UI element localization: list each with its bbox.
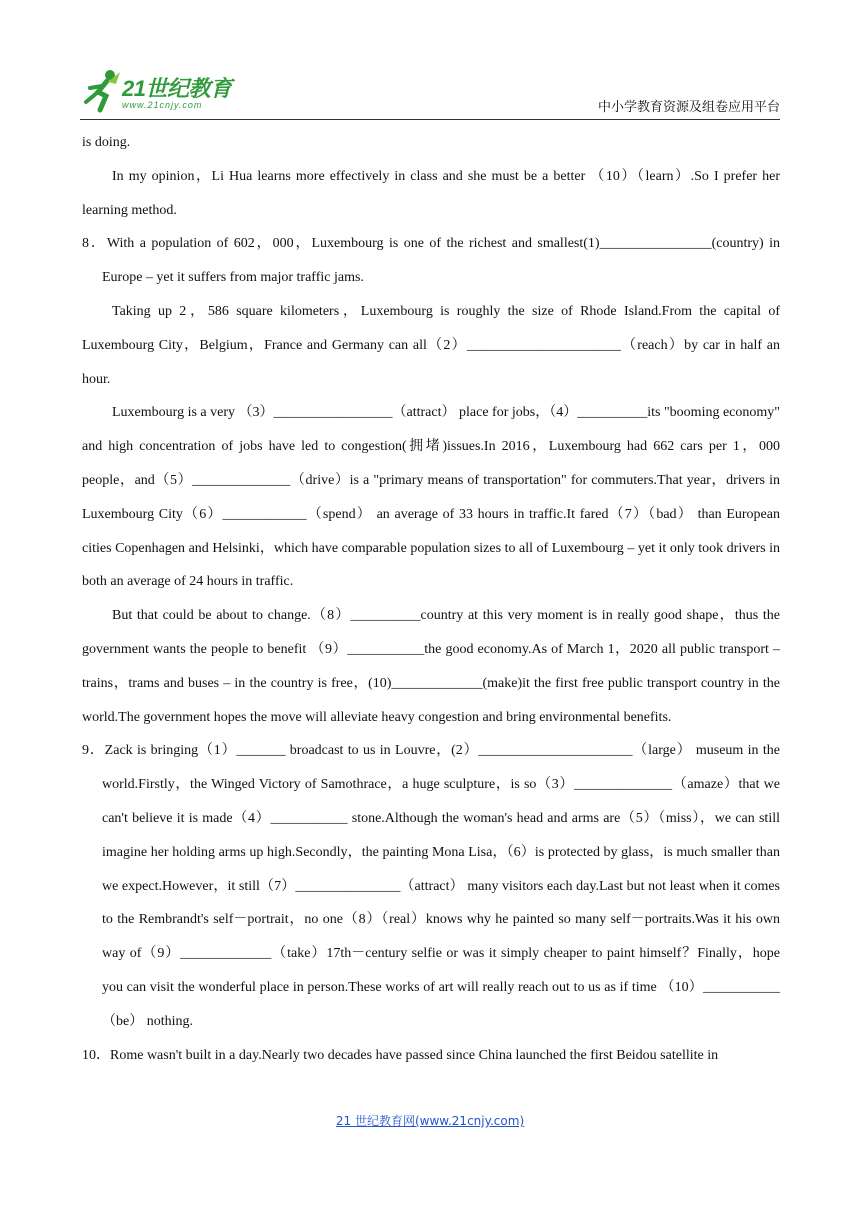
paragraph: is doing.	[82, 135, 131, 150]
question-9: 9．Zack is bringing（1）_______ broadcast to us in Louvre，(2）______________________（large） museum in the world.Firstly，the Winged Victory of Samothrace，a huge sculpture，is so（3）______________（amaze）that we can't believe it is made（4）___________ stone.Although the woman's head and arms are（5）（miss），we can still imagine her holding arms up high.Secondly，the painting Mona Lisa，（6）is protected by glass，is much smaller than we expect.However，it still（7）_______________（attract） many visitors each day.Last but not least when it comes to the Rembrandt's self－portrait，no one（8）（real）knows why he painted so many self－portraits.Was it his own way of（9）_____________（take）17th－century selfie or was it simply cheaper to paint himself？Finally，hope you can visit the wonderful place in person.These works of art will really reach out to us as if time （10）___________（be） nothing.	[82, 743, 780, 1029]
runner-logo-icon	[80, 68, 124, 114]
platform-title: 中小学教育资源及组卷应用平台	[597, 100, 780, 115]
header-divider	[80, 119, 780, 120]
paragraph: Luxembourg is a very （3）_________________（attract） place for jobs，（4）__________its "booming economy" and high concentration of jobs have led to congestion(拥堵)issues.In 2016，Luxembourg had 662 cars per 1，000 people，and（5）______________（drive）is a "primary means of transportation" for commuters.That year，drivers in Luxembourg City（6）____________（spend） an average of 33 hours in traffic.It fared（7）（bad） than European cities Copenhagen and Helsinki，which have comparable population sizes to all of Luxembourg – yet it only took drivers in both an average of 24 hours in traffic.	[82, 405, 780, 590]
logo-url: www.21cnjy.com	[122, 100, 203, 110]
paragraph: In my opinion，Li Hua learns more effectively in class and she must be a better （10）（learn）.So I prefer her learning method.	[82, 168, 780, 218]
question-8: 8．With a population of 602，000，Luxembourg is one of the richest and smallest(1)________________(country) in Europe – yet it suffers from major traffic jams.	[82, 236, 780, 286]
logo-text: 21世纪教育	[122, 76, 232, 101]
page-header	[80, 64, 780, 120]
paragraph: But that could be about to change.（8）__________country at this very moment is in really good shape，thus the government wants the people to benefit （9）___________the good economy.As of March 1，2020 all public transport – trains，trams and buses – in the country is free，(10)_____________(make)it the first free public transport country in the world.The government hopes the move will alleviate heavy congestion and bring environmental benefits.	[82, 608, 780, 725]
logo	[80, 66, 280, 116]
question-10: 10．Rome wasn't built in a day.Nearly two decades have passed since China launched the first Beidou satellite in	[82, 1047, 719, 1063]
paragraph: Taking up 2，586 square kilometers，Luxembourg is roughly the size of Rhode Island.From the capital of Luxembourg City，Belgium，France and Germany can all（2）______________________（reach）by car in half an hour.	[82, 303, 780, 387]
footer-link[interactable]: 21 世纪教育网(www.21cnjy.com)	[335, 1114, 525, 1128]
document-body	[82, 126, 780, 1072]
